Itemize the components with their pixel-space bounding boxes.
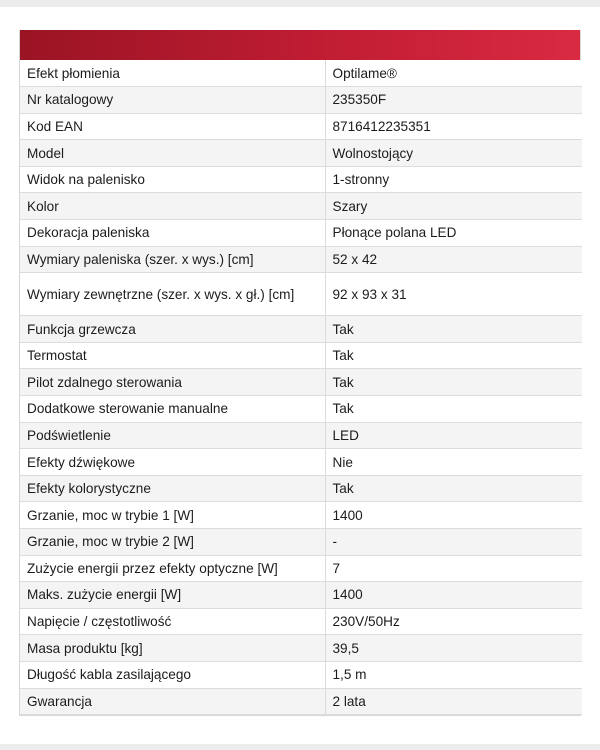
spec-value: -: [325, 529, 582, 556]
spec-value: 39,5: [325, 635, 582, 662]
spec-value: 1400: [325, 502, 582, 529]
spec-value: Tak: [325, 342, 582, 369]
spec-value: 230V/50Hz: [325, 608, 582, 635]
spec-label: Kod EAN: [20, 113, 325, 140]
spec-value: LED: [325, 422, 582, 449]
spec-value: 1,5 m: [325, 661, 582, 688]
spec-label: Widok na palenisko: [20, 166, 325, 193]
table-row: [20, 369, 582, 396]
spec-value: Płonące polana LED: [325, 220, 582, 247]
table-row: [20, 60, 582, 87]
spec-label: Efekty kolorystyczne: [20, 475, 325, 502]
table-row: [20, 582, 582, 609]
spec-label: Wymiary paleniska (szer. x wys.) [cm]: [20, 246, 325, 273]
spec-value: Nie: [325, 449, 582, 476]
spec-label: Efekty dźwiękowe: [20, 449, 325, 476]
spec-value: 92 x 93 x 31: [325, 273, 582, 316]
table-row: [20, 661, 582, 688]
product-spec-card: [19, 30, 581, 716]
table-row: [20, 193, 582, 220]
spec-value: Wolnostojący: [325, 140, 582, 167]
spec-value: 1-stronny: [325, 166, 582, 193]
table-row: [20, 449, 582, 476]
spec-label: Maks. zużycie energii [W]: [20, 582, 325, 609]
spec-label: Grzanie, moc w trybie 1 [W]: [20, 502, 325, 529]
spec-label: Nr katalogowy: [20, 87, 325, 114]
spec-label: Dekoracja paleniska: [20, 220, 325, 247]
spec-value: 1400: [325, 582, 582, 609]
table-row: [20, 220, 582, 247]
spec-table: [20, 60, 582, 715]
table-row: [20, 529, 582, 556]
spec-value: Tak: [325, 316, 582, 343]
table-row: [20, 422, 582, 449]
spec-label: Długość kabla zasilającego: [20, 661, 325, 688]
spec-label: Grzanie, moc w trybie 2 [W]: [20, 529, 325, 556]
table-row: [20, 87, 582, 114]
table-row: [20, 688, 582, 715]
spec-label: Funkcja grzewcza: [20, 316, 325, 343]
spec-header-bar: [20, 30, 580, 60]
table-row: [20, 502, 582, 529]
spec-value: 7: [325, 555, 582, 582]
table-row: [20, 635, 582, 662]
table-row: [20, 342, 582, 369]
spec-label: Masa produktu [kg]: [20, 635, 325, 662]
table-row: [20, 608, 582, 635]
spec-value: 235350F: [325, 87, 582, 114]
table-row: [20, 555, 582, 582]
spec-value: Tak: [325, 475, 582, 502]
spec-value: 2 lata: [325, 688, 582, 715]
spec-value: Tak: [325, 396, 582, 423]
spec-value: 8716412235351: [325, 113, 582, 140]
spec-label: Efekt płomienia: [20, 60, 325, 87]
spec-label: Wymiary zewnętrzne (szer. x wys. x gł.) [cm]: [20, 273, 325, 316]
spec-label: Model: [20, 140, 325, 167]
spec-value: Tak: [325, 369, 582, 396]
table-row: [20, 246, 582, 273]
table-row: [20, 316, 582, 343]
spec-label: Gwarancja: [20, 688, 325, 715]
spec-value: Optilame®: [325, 60, 582, 87]
spec-label: Pilot zdalnego sterowania: [20, 369, 325, 396]
table-row: [20, 166, 582, 193]
spec-label: Kolor: [20, 193, 325, 220]
spec-label: Dodatkowe sterowanie manualne: [20, 396, 325, 423]
spec-label: Napięcie / częstotliwość: [20, 608, 325, 635]
table-row: [20, 140, 582, 167]
bottom-divider-strip: [0, 744, 600, 750]
spec-value: 52 x 42: [325, 246, 582, 273]
table-row: [20, 475, 582, 502]
table-row: [20, 113, 582, 140]
spec-label: Zużycie energii przez efekty optyczne [W]: [20, 555, 325, 582]
spec-label: Podświetlenie: [20, 422, 325, 449]
table-row: [20, 396, 582, 423]
spec-label: Termostat: [20, 342, 325, 369]
top-divider-strip: [0, 0, 600, 7]
table-row: [20, 273, 582, 316]
spec-value: Szary: [325, 193, 582, 220]
